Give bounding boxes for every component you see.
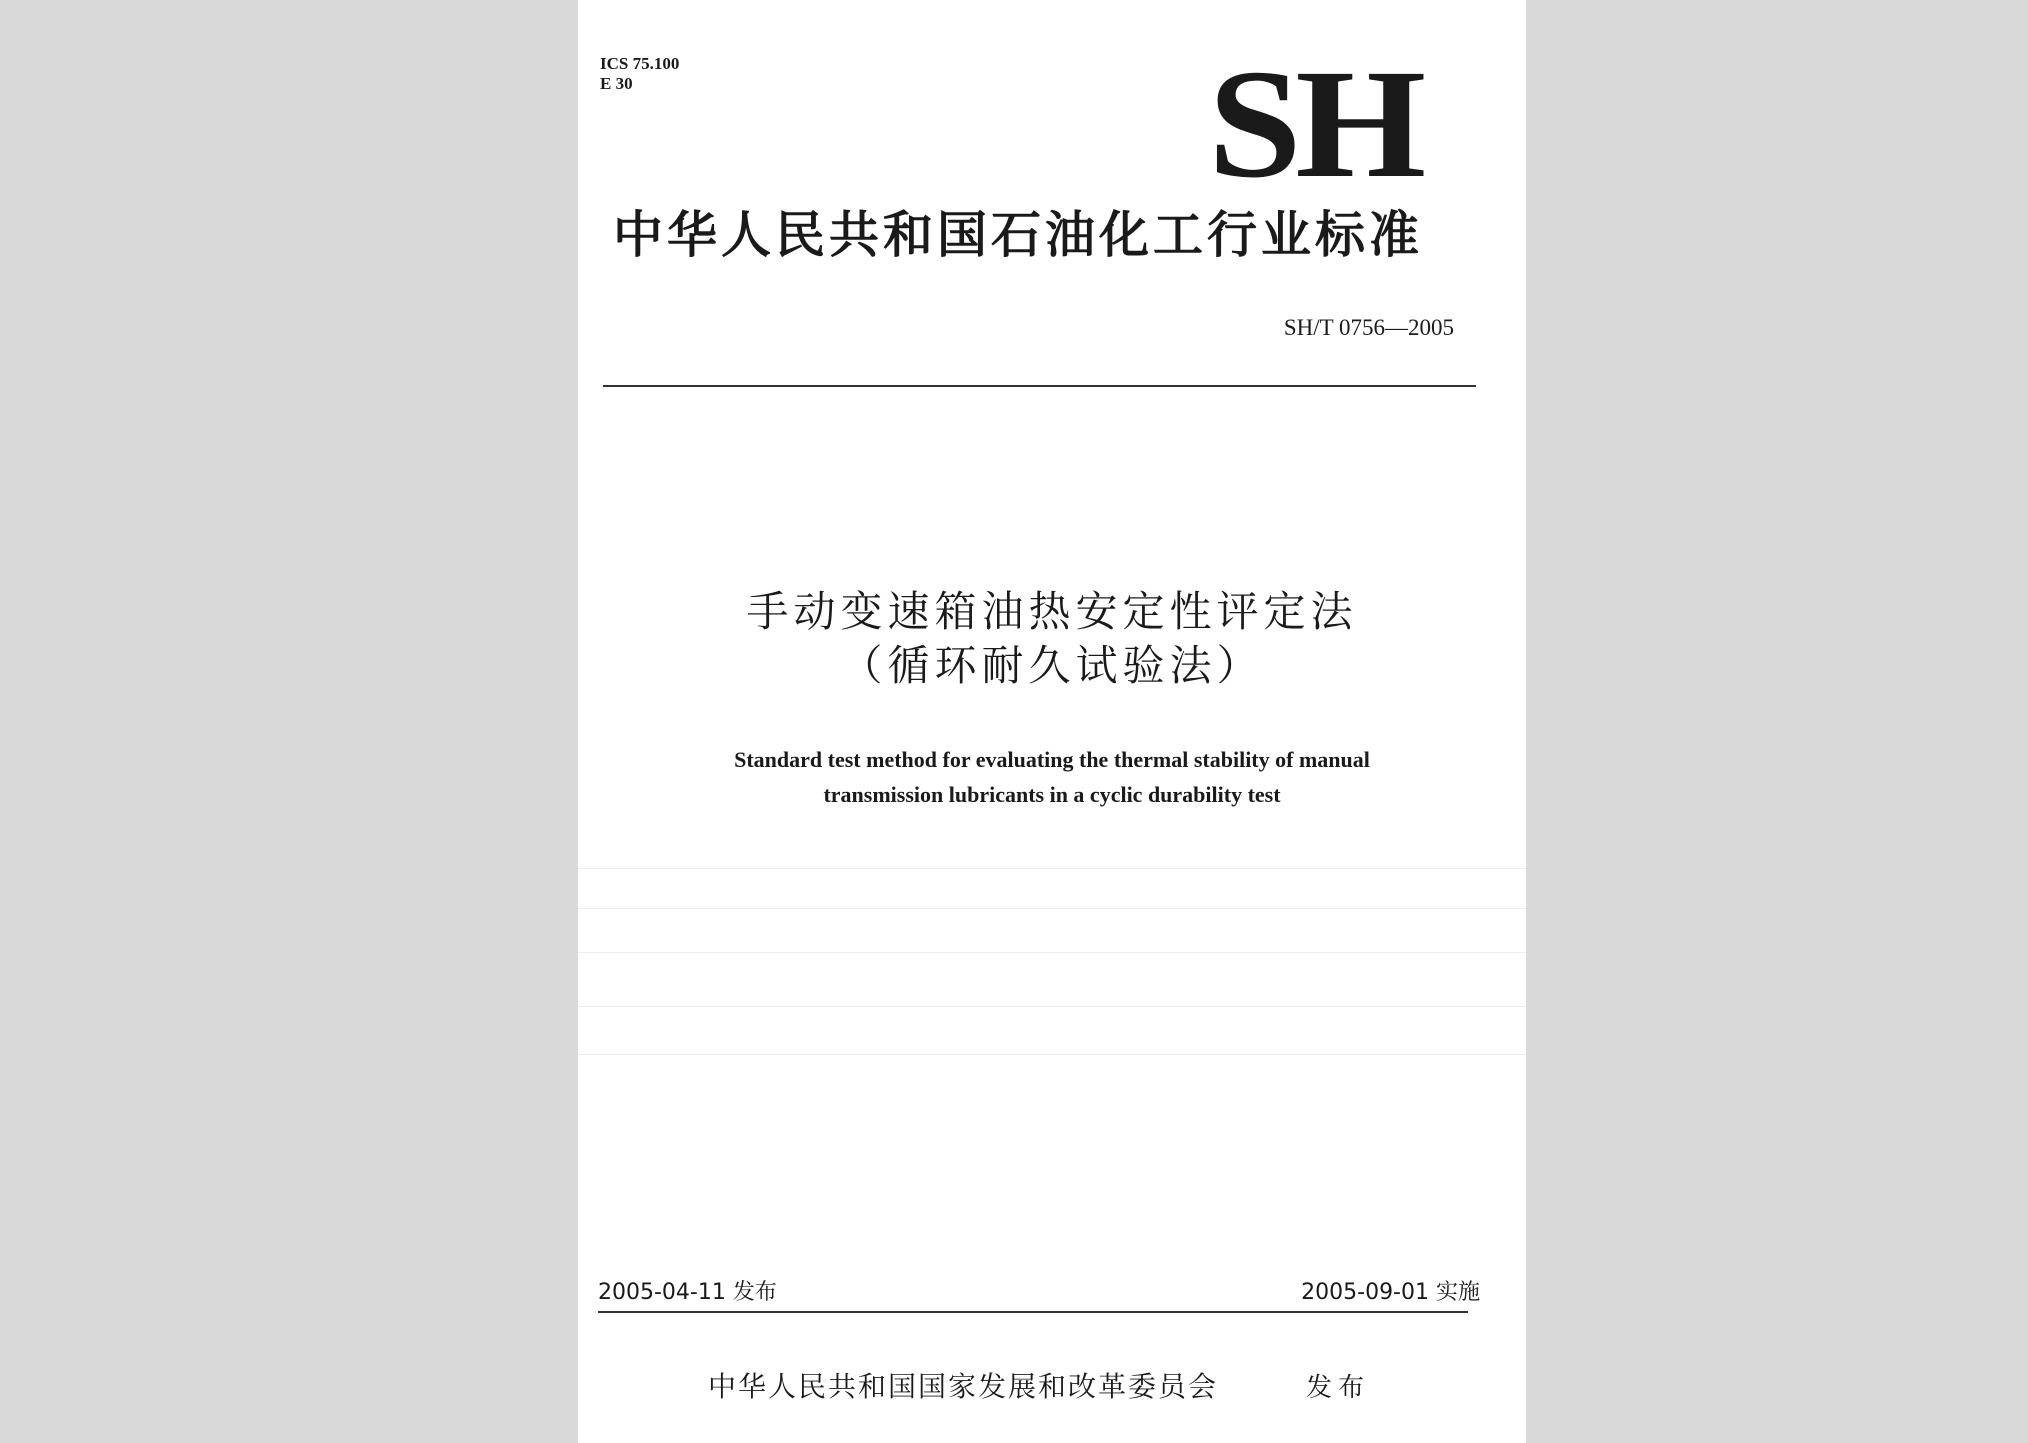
- header-divider: [603, 385, 1476, 387]
- sh-logo: SH: [1208, 37, 1420, 210]
- standard-number: SH/T 0756—2005: [1283, 315, 1454, 340]
- chinese-title-line-1: 手动变速箱油热安定性评定法: [746, 587, 1358, 636]
- ccs-code: E 30: [600, 74, 633, 93]
- issue-date: 2005-04-11 发布: [598, 1280, 777, 1305]
- scan-artifact-line: [578, 908, 1526, 909]
- scan-artifact-line: [578, 868, 1526, 869]
- scan-artifact-line: [578, 1054, 1526, 1055]
- publish-label: 发布: [1306, 1373, 1371, 1403]
- document-page: [578, 0, 1526, 1443]
- english-title-line-1: Standard test method for evaluating the thermal stability of manual: [734, 747, 1370, 772]
- implementation-date: 2005-09-01 实施: [1301, 1280, 1480, 1305]
- classification-codes: [600, 54, 679, 94]
- english-title-line-2: transmission lubricants in a cyclic durability test: [823, 782, 1281, 807]
- chinese-title-line-2: （循环耐久试验法）: [840, 641, 1264, 690]
- scan-artifact-line: [578, 952, 1526, 953]
- ics-code: ICS 75.100: [600, 54, 680, 73]
- publisher-name: 中华人民共和国国家发展和改革委员会: [708, 1370, 1219, 1403]
- scan-artifact-line: [578, 1006, 1526, 1007]
- chinese-title: [578, 585, 1526, 693]
- standard-org-title: 中华人民共和国石油化工行业标准: [613, 206, 1423, 264]
- english-title: [578, 742, 1526, 812]
- footer-divider: [598, 1311, 1468, 1313]
